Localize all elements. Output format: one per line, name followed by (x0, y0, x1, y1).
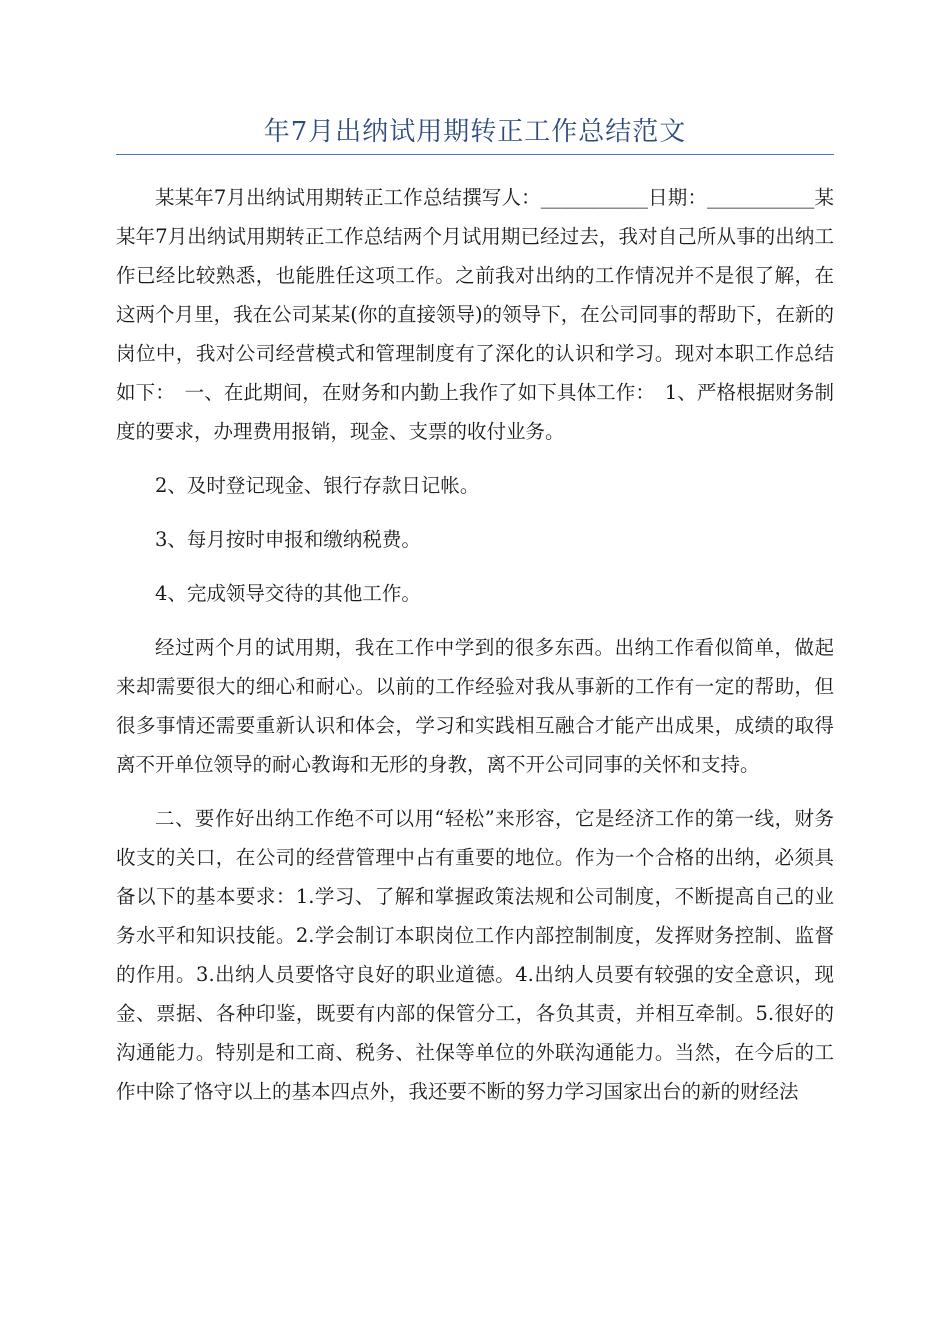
paragraph-item-2: 2、及时登记现金、银行存款日记帐。 (155, 474, 480, 497)
paragraph-requirements: 二、要作好出纳工作绝不可以用“轻松”来形容，它是经济工作的第一线，财务收支的关口，在公司的经营管理中占有重要的地位。作为一个合格的出纳，必须具备以下的基本要求：1.学习、了解和掌握政策法规和公司制度，不断提高自己的业务水平和知识技能。2.学会制订本职岗位工作内部控制制度，发挥财务控制、监督的作用。3.出纳人员要恪守良好的职业道德。4.出纳人员要有较强的安全意识，现金、票据、各种印鉴，既要有内部的保管分工，各负其责，并相互牵制。5.很好的沟通能力。特别是和工商、税务、社保等单位的外联沟通能力。当然，在今后的工作中除了恪守以上的基本四点外，我还要不断的努力学习国家出台的新的财经法 (116, 807, 834, 1103)
paragraph-intro: 某某年7月出纳试用期转正工作总结撰写人：___________日期：___________某某年7月出纳试用期转正工作总结两个月试用期已经过去，我对自己所从事的出纳工作已经比较熟悉，也能胜任这项工作。之前我对出纳的工作情况并不是很了解，在这两个月里，我在公司某某(你的直接领导)的领导下，在公司同事的帮助下，在新的岗位中，我对公司经营模式和管理制度有了深化的认识和学习。现对本职工作总结如下： 一、在此期间，在财务和内勤上我作了如下具体工作： 1、严格根据财务制度的要求，办理费用报销，现金、支票的收付业务。 (116, 186, 834, 443)
paragraph-item-3: 3、每月按时申报和缴纳税费。 (155, 528, 421, 551)
title-underline (116, 154, 834, 155)
paragraph-experience: 经过两个月的试用期，我在工作中学到的很多东西。出纳工作看似简单，做起来却需要很大的细心和耐心。以前的工作经验对我从事新的工作有一定的帮助，但很多事情还需要重新认识和体会，学习和实践相互融合才能产出成果，成绩的取得离不开单位领导的耐心教诲和无形的身教，离不开公司同事的关怀和支持。 (116, 636, 834, 776)
document-body (116, 178, 834, 1126)
document-title: 年7月出纳试用期转正工作总结范文 (263, 117, 687, 147)
paragraph-item-4: 4、完成领导交待的其他工作。 (155, 582, 421, 605)
